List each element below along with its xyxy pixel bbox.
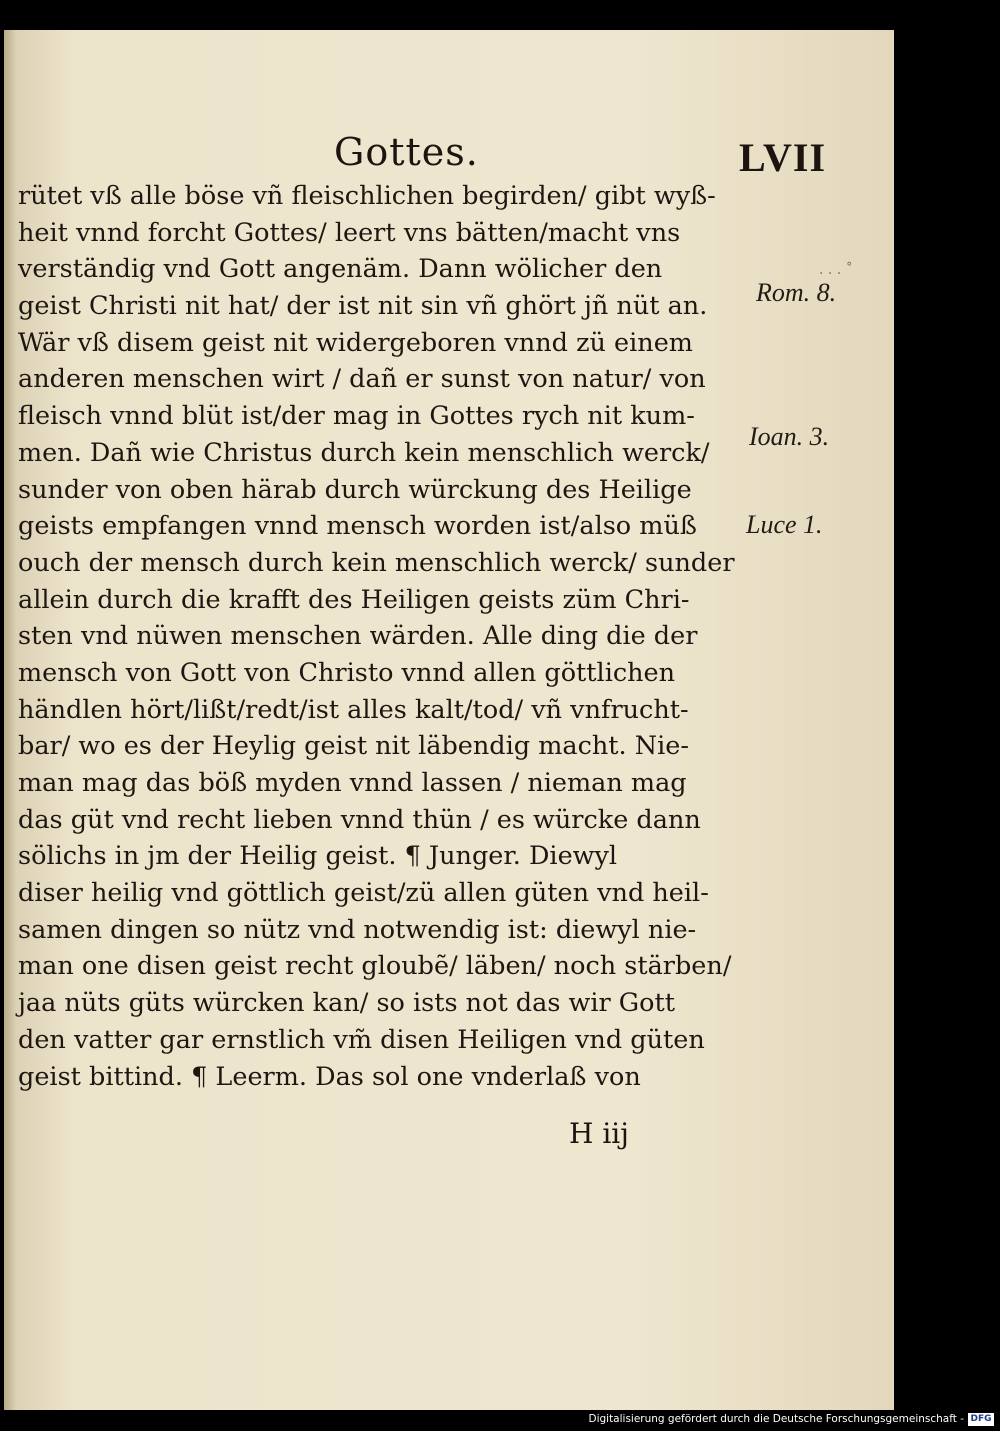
text-line: geists empfangen vnnd mensch worden ist/also müß — [18, 511, 697, 542]
body-text — [18, 178, 753, 1095]
text-line: sunder von oben härab durch würckung des Heilige — [18, 474, 692, 505]
text-line: anderen menschen wirt / dañ er sunst von natur/ von — [18, 364, 706, 395]
faint-margin-mark: . . . ˚ — [819, 262, 853, 278]
text-line: Wär vß disem geist nit widergeboren vnnd zü einem — [18, 327, 693, 358]
text-line: sölichs in jm der Heilig geist. ¶ Junger. Diewyl — [18, 841, 618, 872]
text-line: heit vnnd forcht Gottes/ leert vns bätten/macht vns — [18, 217, 681, 248]
folio-number: LVII — [739, 135, 827, 180]
text-line: rütet vß alle böse vñ fleischlichen begirden/ gibt wyß- — [18, 181, 716, 211]
text-line: mensch von Gott von Christo vnnd allen göttlichen — [18, 657, 676, 688]
signature-mark: H iij — [569, 1117, 629, 1150]
text-line: fleisch vnnd blüt ist/der mag in Gottes rych nit kum- — [18, 401, 695, 432]
margin-note-luce: Luce 1. — [746, 510, 823, 539]
book-page — [4, 30, 894, 1410]
margin-note-ioan: Ioan. 3. — [749, 422, 830, 451]
text-line: allein durch die krafft des Heiligen geists züm Chri- — [18, 584, 690, 615]
digitization-credit: Digitalisierung gefördert durch die Deutsche Forschungsgemeinschaft - — [588, 1413, 964, 1425]
text-line: geist Christi nit hat/ der ist nit sin vñ ghört jñ nüt an. — [18, 291, 708, 322]
page-gutter-shadow — [4, 30, 16, 1410]
text-line: bar/ wo es der Heylig geist nit läbendig macht. Nie- — [18, 731, 689, 762]
text-line: händlen hört/lißt/redt/ist alles kalt/tod/ vñ vnfrucht- — [18, 694, 689, 725]
text-line: sten vnd nüwen menschen wärden. Alle ding die der — [18, 621, 698, 652]
text-line: men. Dañ wie Christus durch kein menschlich werck/ — [18, 437, 710, 468]
text-line: man mag das böß myden vnnd lassen / nieman mag — [18, 768, 687, 798]
text-line: jaa nüts güts würcken kan/ so ists not das wir Gott — [18, 988, 676, 1019]
text-line: ouch der mensch durch kein menschlich werck/ sunder — [18, 547, 735, 578]
running-head: Gottes. — [334, 130, 479, 174]
text-line: das güt vnd recht lieben vnnd thün / es würcke dann — [18, 804, 701, 835]
text-line: verständig vnd Gott angenäm. Dann wölicher den — [18, 254, 663, 285]
margin-note-rom: Rom. 8. — [756, 278, 837, 307]
text-line: diser heilig vnd göttlich geist/zü allen güten vnd heil- — [18, 878, 709, 909]
text-line: samen dingen so nütz vnd notwendig ist: diewyl nie- — [18, 914, 697, 945]
text-line: man one disen geist recht gloubẽ/ läben/ noch stärben/ — [18, 951, 732, 982]
text-line: geist bittind. ¶ Leerm. Das sol one vnderlaß von — [18, 1061, 641, 1092]
dfg-logo: DFG — [968, 1413, 994, 1426]
text-line: den vatter gar ernstlich vm̃ disen Heiligen vnd güten — [18, 1024, 705, 1055]
